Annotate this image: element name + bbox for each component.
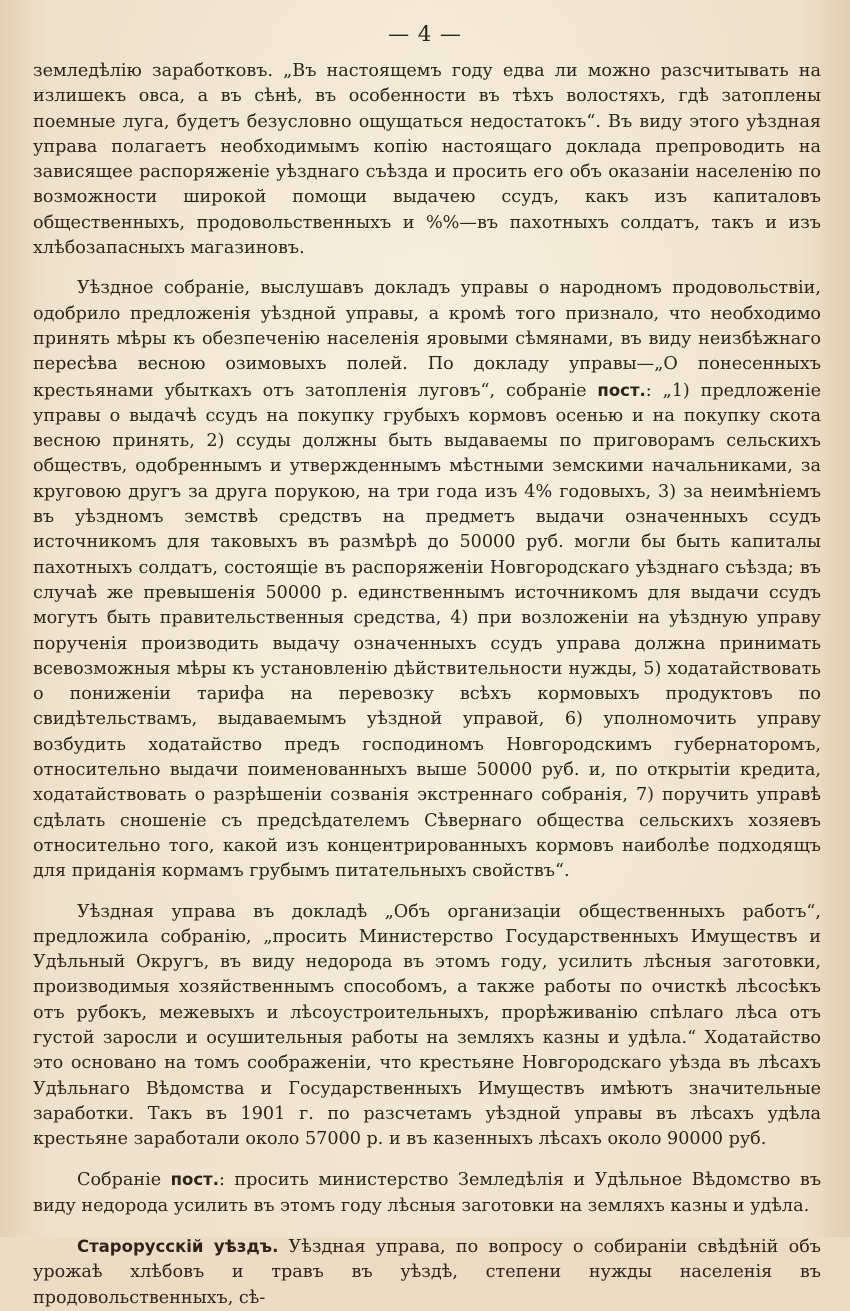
paragraph-5 <box>33 1234 821 1311</box>
section-heading: Старорусскій уѣздъ. <box>77 1237 279 1257</box>
resolution-marker: пост. <box>170 1170 219 1190</box>
paragraph-5-text-after: Уѣздная управа, по вопросу о собираніи свѣдѣній объ урожаѣ хлѣбовъ и травъ въ уѣздѣ, степени нужды населенія въ продовольственныхъ, сѣ- <box>33 1237 821 1308</box>
paragraph-4-text-after: : просить министерство Земледѣлія и Удѣльное Вѣдомство въ виду недорода усилить въ этомъ году лѣсныя заготовки на земляхъ казны и удѣла. <box>33 1170 822 1216</box>
paragraph-2 <box>33 276 821 884</box>
paragraph-4 <box>33 1167 821 1219</box>
paragraph-4-text: Собраніе <box>77 1170 162 1191</box>
paragraph-3 <box>33 900 821 1153</box>
resolution-marker: пост. <box>597 380 646 400</box>
paragraph-1-text: земледѣлію заработковъ. „Въ настоящемъ году едва ли можно разсчитывать на излишекъ овса, а въ сѣнѣ, въ особенности въ тѣхъ волостяхъ, гдѣ затоплены поемные луга, будетъ безусловно ощущаться недостатокъ“. Въ виду этого уѣздная управа полагаетъ необходимымъ копію настоящаго доклада препроводить на зависящее распоряженіе уѣзднаго съѣзда и просить его объ оказаніи населенію по возможности широкой помощи выдачею ссудъ, какъ изъ капиталовъ общественныхъ, продовольственныхъ и %%—въ пахотныхъ солдатъ, такъ и изъ хлѣбозапасныхъ магазиновъ. <box>33 61 821 259</box>
paragraph-2-text-after: : „1) предложеніе управы о выдачѣ ссудъ на покупку грубыхъ кормовъ осенью и на покупку скота весною принять, 2) ссуды должны быть выдаваемы по приговорамъ сельскихъ обществъ, одобреннымъ и утвержденнымъ мѣстными земскими начальниками, за круговою другъ за друга порукою, на три года изъ 4% годовыхъ, 3) за неимѣніемъ въ уѣздномъ земствѣ средствъ на предметъ выдачи означенныхъ ссудъ источникомъ для таковыхъ въ размѣрѣ до 50000 руб. могли бы быть капиталы пахотныхъ солдатъ, состоящіе въ распоряженіи Новгородскаго уѣзднаго съѣзда; въ случаѣ же превышенія 50000 р. единственнымъ источникомъ для выдачи ссудъ могутъ быть правительственныя средства, 4) при возложеніи на уѣздную управу порученія производить выдачу означенныхъ ссудъ управа должна принимать всевозможныя мѣры къ установленію дѣйствительности нужды, 5) ходатайствовать о пониженіи тарифа на перевозку всѣхъ кормовыхъ продуктовъ по свидѣтельствамъ, выдаваемымъ уѣздной управой, 6) уполномочить управу возбудить ходатайство предъ господиномъ Новгородскимъ губернаторомъ, относительно выдачи поименованныхъ выше 50000 руб. и, по открытіи кредита, ходатайствовать о разрѣшеніи созванія экстреннаго собранія, 7) поручить управѣ сдѣлать сношеніе съ предсѣдателемъ Сѣвернаго общества сельскихъ хозяевъ относительно того, какой изъ концентрированныхъ кормовъ наиболѣе подходящъ для приданія кормамъ грубымъ питательныхъ свойствъ“. <box>33 380 822 882</box>
paragraph-3-text: Уѣздная управа въ докладѣ „Объ организаціи общественныхъ работъ“, предложила собранію, „просить Министерство Государственныхъ Имуществъ и Удѣльный Округъ, въ виду недорода въ этомъ году, усилить лѣсныя заготовки, производимыя хозяйственнымъ способомъ, а также работы по очисткѣ лѣсосѣкъ отъ рубокъ, межевыхъ и лѣсоустроительныхъ, прорѣживанію спѣлаго лѣса отъ густой заросли и осушительныя работы на земляхъ казны и удѣла.“ Ходатайство это основано на томъ соображеніи, что крестьяне Новгородскаго уѣзда въ лѣсахъ Удѣльнаго Вѣдомства и Государственныхъ Имуществъ имѣютъ значительные заработки. Такъ въ 1901 г. по разсчетамъ уѣздной управы въ лѣсахъ удѣла крестьяне заработали около 57000 р. и въ казенныхъ лѣсахъ около 90000 руб. <box>33 901 821 1150</box>
page-number: — 4 — <box>388 22 462 46</box>
body-text <box>33 59 821 1311</box>
paragraph-2-text: Уѣздное собраніе, выслушавъ докладъ управы о народномъ продовольствіи, одобрило предложенія уѣздной управы, а кромѣ того признало, что необходимо принять мѣры къ обезпеченію населенія яровыми сѣмянами, въ виду неизбѣжнаго пересѣва весною озимовыхъ полей. По докладу управы—„О понесенныхъ крестьянами убыткахъ отъ затопленія луговъ“, собраніе <box>33 278 821 401</box>
paragraph-1 <box>33 59 821 261</box>
